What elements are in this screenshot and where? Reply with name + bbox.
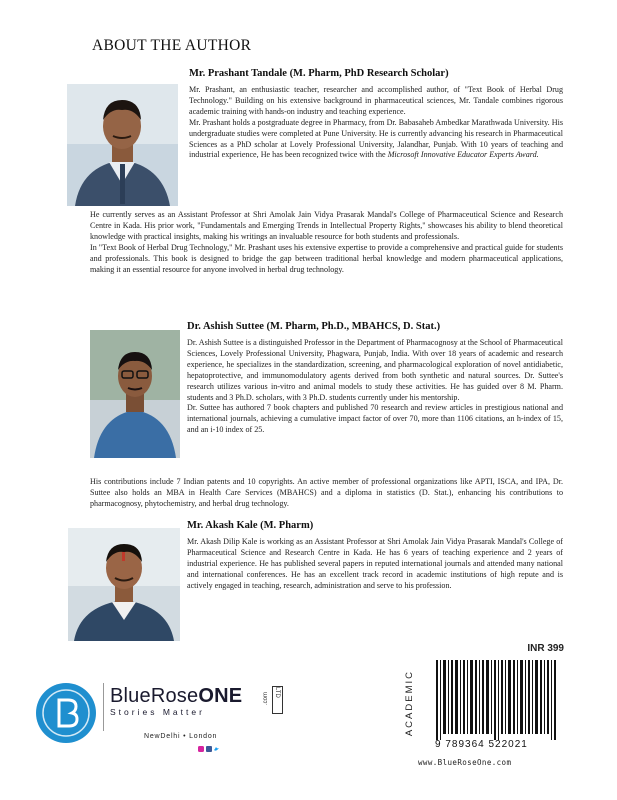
- author-1-bio-top: [189, 85, 563, 161]
- author-1-paragraph-2: [189, 118, 563, 162]
- social-icons: [198, 746, 220, 755]
- author-2-credentials: (M. Pharm, Ph.D., MBAHCS, D. Stat.): [266, 321, 441, 332]
- author-1-name: Mr. Prashant Tandale: [189, 68, 287, 79]
- publisher-website: www.BlueRoseOne.com: [418, 758, 512, 767]
- brand-bluerose: BlueRose: [110, 685, 199, 707]
- author-2-bio-bottom: [90, 477, 563, 510]
- author-2-photo: [90, 330, 180, 458]
- author-1-name-line: [189, 68, 449, 79]
- author-1-paragraph-1: Mr. Prashant, an enthusiastic teacher, researcher and accomplished author, of "Text Book of Herbal Drug Technology." Building on his extensive background in pharmaceutical sciences, Mr. Tandale combines rigorous academic training with hands-on industry and teaching experience.: [189, 85, 563, 116]
- twitter-icon: [214, 747, 219, 751]
- author-2-name: Dr. Ashish Suttee: [187, 321, 264, 332]
- author-1-bio-bottom: [90, 210, 563, 275]
- author-1-credentials: (M. Pharm, PhD Research Scholar): [289, 68, 449, 79]
- author-1-paragraph-2-text: Mr. Prashant holds a postgraduate degree in Pharmacy, from Dr. Babasaheb Ambedkar Marathwada University. His undergraduate studies were completed at Pune University. He is currently advancing his research in Pharmaceutical Sciences as a PhD scholar at Lovely Professional University, Jalandhar, Punjab. With 10 years of teaching and industrial experience, He has been recognized twice with the: [189, 117, 563, 160]
- publisher-cities: NewDelhi • London: [144, 733, 218, 740]
- author-3-name-line: [187, 520, 313, 531]
- author-1-award: Microsoft Innovative Educator Experts Award.: [387, 150, 539, 160]
- author-1-paragraph-4: In "Text Book of Herbal Drug Technology," Mr. Prashant uses his extensive expertise to provide a comprehensive and practical guide for students and professionals. This book is designed to bridge the gap between traditional herbal knowledge and modern pharmaceutical applications, making it an essential resource for anyone involved in herbal drug technology.: [90, 242, 563, 274]
- author-3-name: Mr. Akash Kale: [187, 520, 258, 531]
- author-portrait-2-icon: [90, 330, 180, 458]
- author-2-name-line: [187, 321, 440, 332]
- author-portrait-3-icon: [68, 528, 180, 641]
- author-3-credentials: (M. Pharm): [260, 520, 314, 531]
- brand-ltd: LTD: [274, 687, 280, 698]
- publisher-tagline: Stories Matter: [110, 707, 205, 717]
- book-price: INR 399: [527, 643, 564, 654]
- author-2-paragraph-1: Dr. Ashish Suttee is a distinguished Professor in the Department of Pharmacognosy at the School of Pharmaceutical Sciences, Lovely Professional University, Phagwara, Punjab, India. With over 18 years of academic and research experience, he specializes in the standardization, screening, and pharmacological exploration of novel antidiabetic, hepatoprotective, and immunomodulatory agents derived from both synthetic and natural sources. Dr. Suttee's research utilizes various in-vitro and animal models to study these activities. He has guided over 8 M. Pharm. students and 3 Ph.D. scholars, with 3 Ph.D. students currently under his mentorship.: [187, 338, 563, 402]
- publisher-logo-icon: [35, 682, 97, 744]
- author-3-photo: [68, 528, 180, 641]
- brand-com: .com: [263, 692, 269, 706]
- author-2-paragraph-3: His contributions include 7 Indian patents and 10 copyrights. An active member of professional organizations like APTI, ISCA, and IPA, Dr. Suttee also holds an MBA in Health Care Services (MBAHCS) and a diploma in statistics (D. Stat.), enhancing his contributions to pharmacognosy, phytochemistry, and herbal drug technology.: [90, 477, 563, 508]
- category-label: ACADEMIC: [404, 670, 415, 737]
- isbn-number: 9 789364 522021: [435, 739, 528, 750]
- brand-one: ONE: [198, 685, 243, 707]
- author-1-paragraph-3: He currently serves as an Assistant Professor at Shri Amolak Jain Vidya Prasarak Mandal's College of Pharmaceutical Science and Research Centre in Kada. His prior work, "Fundamentals and Emerging Trends in Intellectual Property Rights," showcases his ability to blend theoretical knowledge with practical insights, making his writings an invaluable resource for both students and professionals.: [90, 210, 563, 241]
- facebook-icon: [206, 746, 212, 752]
- page-heading: ABOUT THE AUTHOR: [92, 37, 252, 54]
- social-icons-group: [198, 746, 220, 753]
- author-1-photo: [67, 84, 178, 206]
- bluerose-logo-icon: [35, 682, 97, 744]
- author-2-paragraph-2: Dr. Suttee has authored 7 book chapters and published 70 research and review articles in prestigious national and international journals, achieving a cumulative impact factor of over 70, more than 1106 citations, an h-index of 15, and an i-10 index of 25.: [187, 403, 563, 435]
- instagram-icon: [198, 746, 204, 752]
- author-2-bio-top: [187, 338, 563, 436]
- publisher-divider: [103, 683, 104, 731]
- brand-ltd-box: [272, 686, 283, 714]
- author-portrait-1-icon: [67, 84, 178, 206]
- publisher-brand: [110, 685, 242, 708]
- author-3-bio: [187, 537, 563, 592]
- author-3-paragraph-1: Mr. Akash Dilip Kale is working as an Assistant Professor at Shri Amolak Jain Vidya Prasarak Mandal's College of Pharmaceutical Science and Research Centre in Kada. He has 6 years of teaching experience and 2 years of industrial experience. He has published several papers in reputed international journals and attended many national and international conferences. He has an excellent track record in academic institutions of high repute and is actively engaged in teaching, research, administration and serve to his profession.: [187, 537, 563, 590]
